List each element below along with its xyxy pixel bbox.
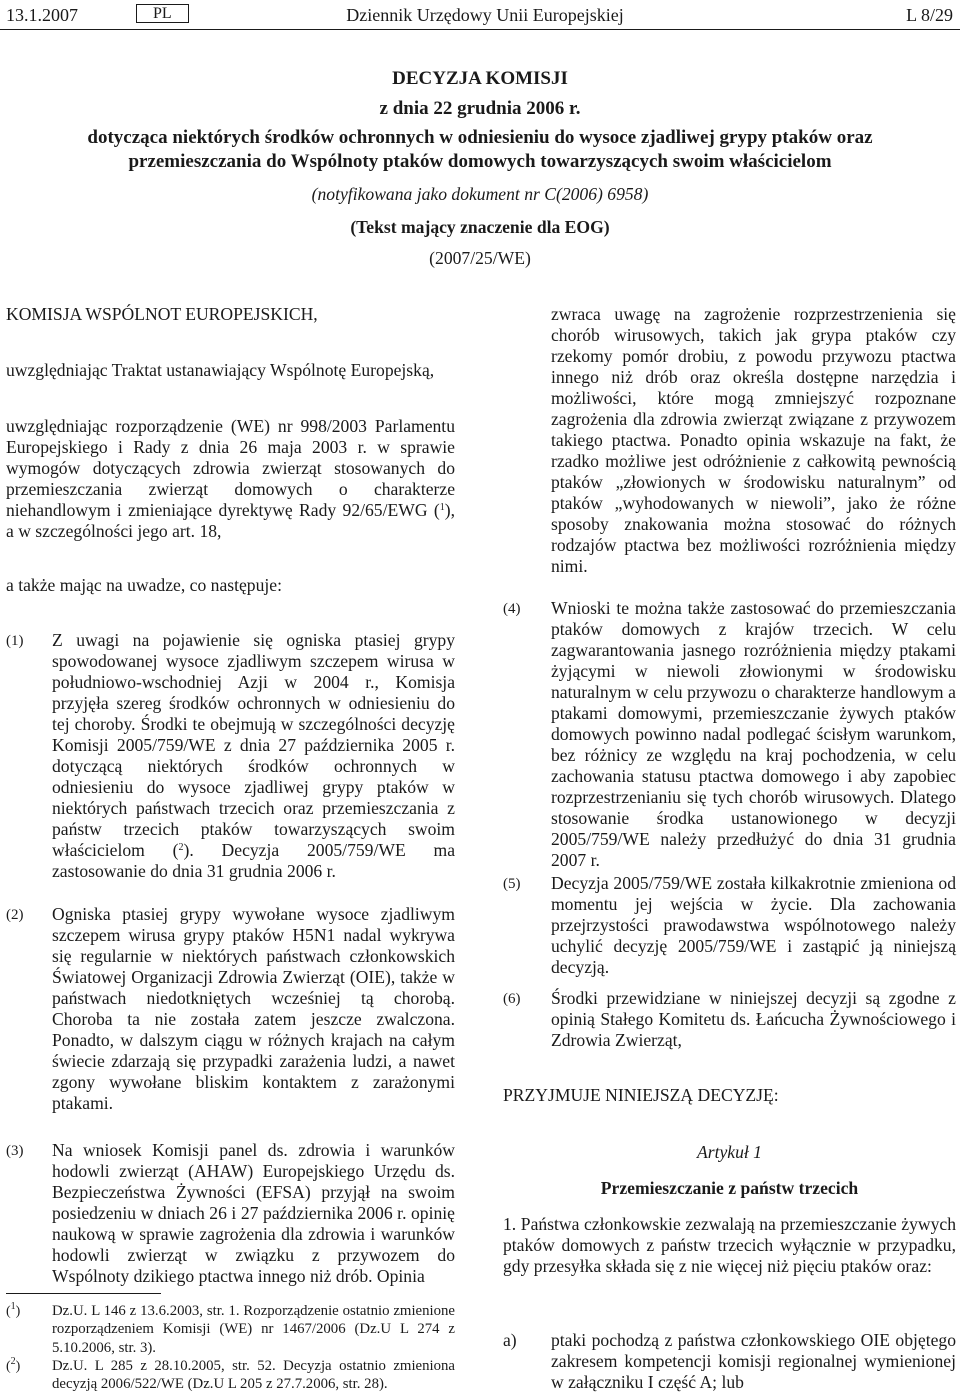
recital-1 <box>52 630 455 882</box>
recitals-intro: a także mając na uwadze, co następuje: <box>6 575 282 595</box>
decision-number: (2007/25/WE) <box>429 248 531 268</box>
decision-date: z dnia 22 grudnia 2006 r. <box>379 98 581 119</box>
footnote-2-marker: ($^2$) <box>6 1356 21 1374</box>
decision-type: DECYZJA KOMISJI <box>392 68 568 89</box>
footnote-ref-1: 1 <box>439 502 445 513</box>
recital-4-number: (4) <box>503 601 521 617</box>
recital-1-text: Z uwagi na pojawienie się ogniska ptasiej grypy spowodowanej wysoce zjadliwym szczepem wirusa w południowo-wschodniej Azji w 2004 r., Komisja przyjęła szereg środków ochronnych w odniesieniu do tej choroby. Środki te obejmują w szczególności decyzję Komisji 2005/759/WE z dnia 27 października 2005 r. dotyczącą niektórych środków ochronnych w odniesieniu do wysoce zjadliwej grypy ptaków w niektórych państwach trzecich oraz przemieszczania z państw trzecich ptaków towarzyszących swoim właścicielom ( <box>52 630 455 860</box>
recital-3: Na wniosek Komisji panel ds. zdrowia i warunków hodowli zwierząt (AHAW) Europejskiego Urzędu ds. Bezpieczeństwa Żywności (EFSA) przyjął na swoim posiedzeniu w dniach 26 i 27 października 2006 r. opinię naukową w sprawie zagrożenia dla zdrowia i warunków hodowli zwierząt w związku z przywozem do Wspólnoty dzikiego ptactwa innego niż drób. Opinia <box>52 1140 455 1286</box>
publication-date: 13.1.2007 <box>6 5 78 25</box>
decision-subject-line2: przemieszczania do Wspólnoty ptaków domowych towarzyszących swoim właścicielom <box>128 151 832 172</box>
recital-4: Wnioski te można także zastosować do przemieszczania ptaków domowych z krajów trzecich. W celu zagwarantowania jasnego rozróżnienia między ptakami żyjącymi w niewoli złowionymi w środowisku naturalnym w celu przywozu o charakterze handlowym a ptakami domowymi, przemieszczanie żywych ptaków domowych powinno nadal podlegać ścisłym warunkom, bez różnicy ze względu na kraj pochodzenia, w celu zachowania statusu ptactwa domowego i aby zapobiec rozprzestrzenianiu się tych chorób wirusowych. Dlatego stosowanie środka ustanowionego w decyzji 2005/759/WE należy przedłużyć do dnia 31 grudnia 2007 r. <box>551 598 956 870</box>
eea-relevance: (Tekst mający znaczenie dla EOG) <box>350 217 610 237</box>
header-rule <box>0 29 960 30</box>
footnote-1: Dz.U. L 146 z 13.6.2003, str. 1. Rozporządzenie ostatnio zmienione rozporządzeniem Komisji (WE) nr 1467/2006 (Dz.U L 274 z 5.10.2006, str. 3). <box>52 1303 455 1356</box>
recital-3-continued: zwraca uwagę na zagrożenie rozprzestrzenienia się chorób wirusowych, takich jak grypa ptaków czy rzekomy pomór drobiu, z powodu przywozu ptactwa innego niż drób oraz określa dostępne narzędzia i możliwości, które mogą zmniejszyć rozpoznane zagrożenia dla zdrowia zwierząt związane z przywozem takiego ptactwa. Ponadto opinia wskazuje na fakt, że rzadko możliwe jest odróżnienie z całkowitą pewnością ptaków „złowionych w środowisku naturalnym” od ptaków „wyhodowanych w niewoli”, jako że różne sposoby znakowania można stosować do różnych rodzajów ptactwa bez możliwości rozróżnienia między nimi. <box>551 304 956 576</box>
recital-3-number: (3) <box>6 1143 24 1159</box>
article-heading: Artykuł 1 <box>697 1142 762 1162</box>
footnote-separator <box>6 1293 161 1294</box>
issuing-body: KOMISJA WSPÓLNOT EUROPEJSKICH, <box>6 304 318 324</box>
journal-reference: L 8/29 <box>906 5 953 25</box>
notification-reference: (notyfikowana jako dokument nr C(2006) 6958) <box>311 184 649 204</box>
recital-2: Ogniska ptasiej grypy wywołane wysoce zjadliwym szczepem wirusa grypy ptaków H5N1 nadal wykrywa się regularnie w niektórych państwach członkowskich Światowej Organizacji Zdrowia Zwierząt (OIE), także w państwach niedotkniętych wcześniej tą chorobą. Choroba ta nie została zatem jeszcze zwalczona. Ponadto, w dalszym ciągu w różnych krajach na całym świecie zdarzają się przypadki zarażenia ludzi, a nawet zgony wywołane bliskim kontaktem z zarażonymi ptakami. <box>52 904 455 1113</box>
article-title: Przemieszczanie z państw trzecich <box>600 1178 859 1198</box>
citation-regulation-text-end: ), a w szczególności jego art. 18, <box>6 500 455 541</box>
recital-1-text-end: ). Decyzja 2005/759/WE ma zastosowanie do dnia 31 grudnia 2006 r. <box>52 840 455 881</box>
recital-6: Środki przewidziane w niniejszej decyzji są zgodne z opinią Stałego Komitetu ds. Łańcucha Żywnościowego i Zdrowia Zwierząt, <box>551 988 956 1050</box>
article-paragraph-1: 1. Państwa członkowskie zezwalają na przemieszczanie żywych ptaków domowych z państw trzecich wyłącznie w przypadku, gdy przesyłka składa się z nie więcej niż pięciu ptaków oraz: <box>503 1214 956 1276</box>
footnote-1-number: 1 <box>10 1301 16 1312</box>
citation-treaty: uwzględniając Traktat ustanawiający Wspólnotę Europejską, <box>6 360 435 380</box>
recital-1-number: (1) <box>6 633 24 649</box>
footnote-2: Dz.U. L 285 z 28.10.2005, str. 52. Decyzja ostatnio zmieniona decyzją 2006/522/WE (Dz.U L 205 z 27.7.2006, str. 28). <box>52 1358 455 1393</box>
citation-regulation-text: uwzględniając rozporządzenie (WE) nr 998/2003 Parlamentu Europejskiego i Rady z dnia 26 maja 2003 r. w sprawie wymogów dotyczących zdrowia zwierząt stosowanych do przemieszczania zwierząt domowych o charakterze niehandlowym i zmieniające dyrektywę Rady 92/65/EWG ( <box>6 416 455 520</box>
language-badge: PL <box>136 4 189 23</box>
footnote-2-number: 2 <box>10 1356 16 1367</box>
footnote-ref-2: 2 <box>178 842 184 853</box>
citation-regulation <box>6 416 455 542</box>
footnote-1-marker: ($^1$) <box>6 1301 21 1319</box>
recital-5: Decyzja 2005/759/WE została kilkakrotnie zmieniona od momentu jej wejścia w życie. Dla zachowania przejrzystości prawodawstwa wspólnotowego należy uchylić decyzję 2005/759/WE i zastąpić ją niniejszą decyzją. <box>551 873 956 977</box>
enacting-formula: PRZYJMUJE NINIEJSZĄ DECYZJĘ: <box>503 1085 779 1105</box>
decision-subject-line1: dotycząca niektórych środków ochronnych w odniesieniu do wysoce zjadliwej grypy ptaków oraz <box>87 127 873 148</box>
recital-5-number: (5) <box>503 876 521 892</box>
journal-name: Dziennik Urzędowy Unii Europejskiej <box>346 5 624 25</box>
point-a-label: a) <box>503 1330 517 1350</box>
recital-2-number: (2) <box>6 907 24 923</box>
point-a: ptaki pochodzą z państwa członkowskiego OIE objętego zakresem kompetencji komisji regionalnej wymienionej w załączniku I część A; lub <box>551 1330 956 1392</box>
recital-6-number: (6) <box>503 991 521 1007</box>
